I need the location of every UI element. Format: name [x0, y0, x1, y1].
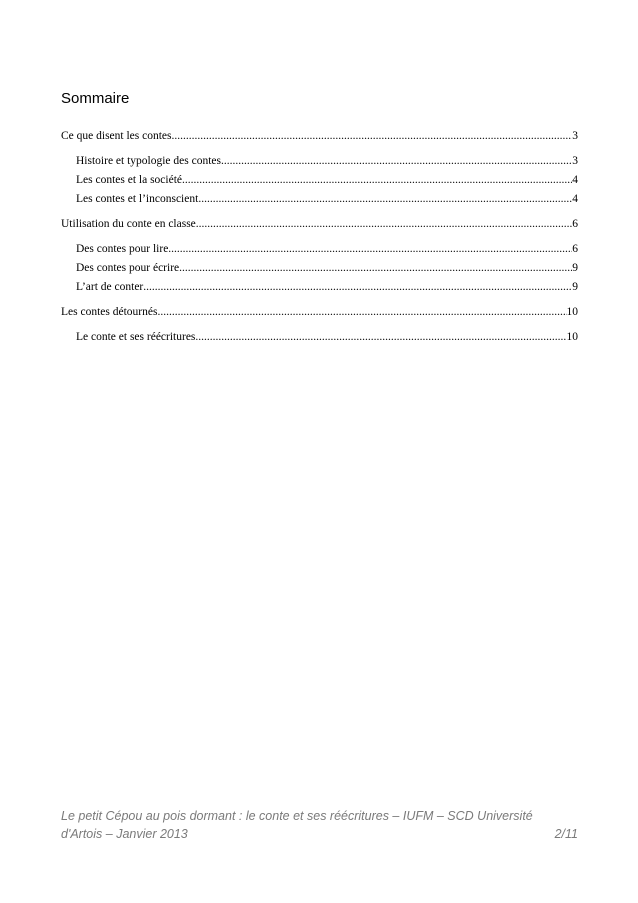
toc-dot-leader	[172, 128, 573, 144]
table-of-contents	[61, 128, 578, 345]
toc-title: Sommaire	[61, 90, 130, 107]
toc-entry-title: Le conte et ses réécritures	[76, 331, 196, 343]
toc-entry[interactable]	[61, 304, 578, 320]
toc-dot-leader	[143, 279, 572, 295]
toc-entry[interactable]	[61, 153, 578, 169]
toc-entry-page-number: 3	[572, 130, 578, 142]
footer-page-number: 2/11	[554, 827, 578, 841]
toc-entry-title: Des contes pour écrire	[76, 262, 180, 274]
toc-dot-leader	[157, 304, 566, 320]
toc-entry-page-number: 4	[572, 193, 578, 205]
toc-entry-page-number: 9	[572, 262, 578, 274]
toc-entry-title: Utilisation du conte en classe	[61, 218, 196, 230]
toc-entry-page-number: 10	[566, 306, 578, 318]
toc-entry-page-number: 6	[572, 218, 578, 230]
toc-entry[interactable]	[61, 172, 578, 188]
toc-dot-leader	[221, 153, 572, 169]
toc-entry-title: Histoire et typologie des contes	[76, 155, 221, 167]
toc-entry-title: Les contes détournés	[61, 306, 158, 318]
toc-dot-leader	[179, 260, 572, 276]
toc-entry-page-number: 9	[572, 281, 578, 293]
toc-entry-page-number: 3	[572, 155, 578, 167]
toc-entry-page-number: 10	[566, 331, 578, 343]
toc-dot-leader	[168, 241, 572, 257]
toc-entry-title: Les contes et l’inconscient	[76, 193, 199, 205]
footer-line2-row	[61, 825, 578, 843]
page-footer	[61, 807, 578, 843]
toc-dot-leader	[196, 216, 572, 232]
toc-entry[interactable]	[61, 128, 578, 144]
toc-entry[interactable]	[61, 260, 578, 276]
toc-entry[interactable]	[61, 216, 578, 232]
toc-entry[interactable]	[61, 329, 578, 345]
footer-text-line1: Le petit Cépou au pois dormant : le conte et ses réécritures – IUFM – SCD Université	[61, 809, 533, 823]
toc-entry-title: L’art de conter	[76, 281, 144, 293]
toc-entry[interactable]	[61, 279, 578, 295]
toc-entry[interactable]	[61, 191, 578, 207]
toc-entry-page-number: 4	[572, 174, 578, 186]
toc-entry[interactable]	[61, 241, 578, 257]
toc-entry-title: Les contes et la société	[76, 174, 183, 186]
toc-dot-leader	[198, 191, 572, 207]
toc-entry-title: Ce que disent les contes	[61, 130, 172, 142]
toc-entry-title: Des contes pour lire	[76, 243, 169, 255]
toc-entry-page-number: 6	[572, 243, 578, 255]
toc-dot-leader	[195, 329, 566, 345]
toc-dot-leader	[182, 172, 572, 188]
footer-text-line2: d'Artois – Janvier 2013	[61, 827, 188, 841]
